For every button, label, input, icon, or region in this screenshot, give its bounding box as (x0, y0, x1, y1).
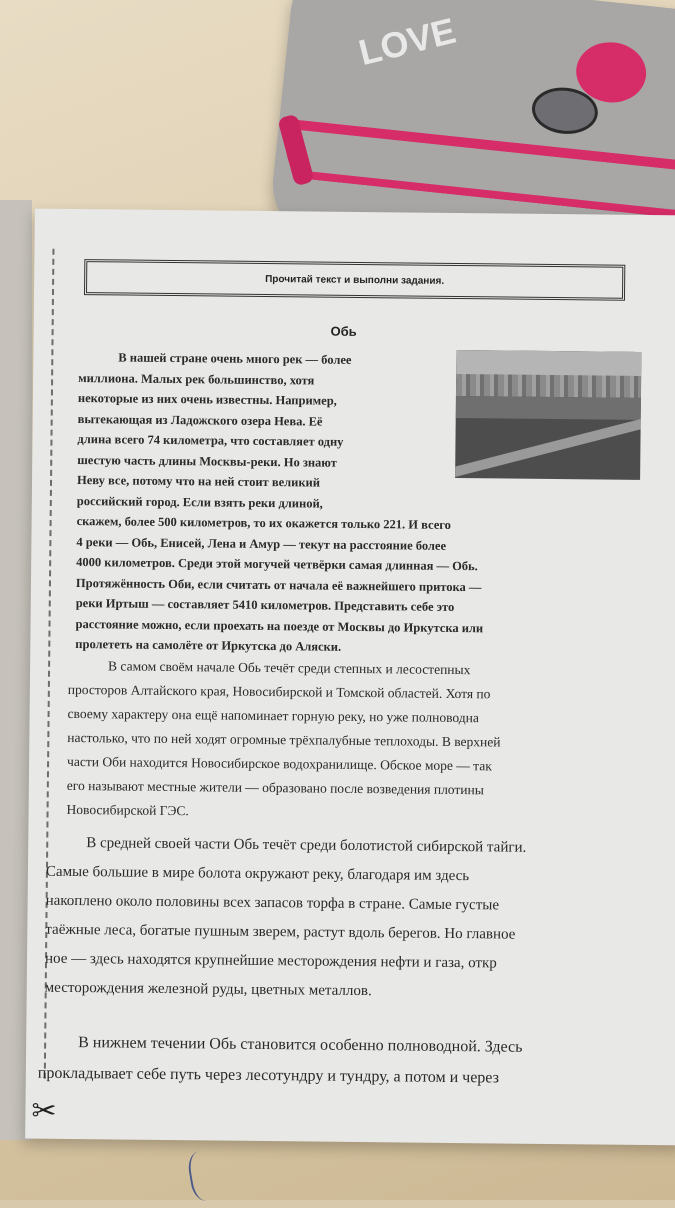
text-line: Протяжённость Оби, если считать от начала её важнейшего притока — (75, 575, 482, 594)
text-line: части Оби находится Новосибирское водохранилище. Обское море — так (67, 753, 492, 774)
text-line: В самом своём начале Обь течёт среди степных и лесостепных (108, 658, 471, 678)
text-line: миллиона. Малых рек большинство, хотя (78, 370, 315, 388)
text-line: его называют местные жители — образовано после возведения плотины (66, 777, 484, 798)
text-line: настолько, что по ней ходят огромные трёхпалубные теплоходы. В верхней (67, 729, 501, 750)
text-line: Новосибирской ГЭС. (66, 801, 189, 819)
text-line: месторождения железной руды, цветных металлов. (44, 979, 372, 1000)
text-line: В средней своей части Обь течёт среди болотистой сибирской тайги. (86, 835, 527, 856)
text-line: просторов Алтайского края, Новосибирской и Томской областей. Хотя по (67, 681, 491, 702)
paragraph-2 (66, 654, 675, 828)
text-line: Самые большие в мире болота окружают реку, благодаря им здесь (45, 863, 470, 885)
text-line: прокладывает себе путь через лесотундру и тундру, а потом и через (37, 1064, 500, 1087)
text-line: расстояние можно, если проехать на поезде от Москвы до Иркутска или (75, 616, 484, 635)
page-title: Обь (330, 323, 357, 339)
text-line: 4000 километров. Среди этой могучей четвёрки самая длинная — Обь. (76, 555, 478, 574)
text-line: длина всего 74 километра, что составляет одну (77, 432, 344, 449)
text-line: ное — здесь находятся крупнейшие месторождения нефти и газа, откр (44, 950, 497, 972)
text-line: своему характеру она ещё напоминает горную реку, но уже полноводна (67, 705, 479, 726)
paragraph-3 (45, 829, 675, 1010)
instruction-box: Прочитай текст и выполни задания. (84, 259, 625, 301)
text-line: скажем, более 500 километров, то их окажется только 221. И всего (76, 514, 451, 532)
pencil-case-logo: LOVE (354, 9, 460, 74)
paragraph-1 (75, 347, 648, 660)
text-line: реки Иртыш — составляет 5410 километров. Представить себе это (75, 596, 455, 614)
text-line: 4 реки — Обь, Енисей, Лена и Амур — текут на расстояние более (76, 534, 447, 553)
text-line: вытекающая из Ладожского озера Нева. Её (77, 411, 323, 429)
text-line: пролететь на самолёте от Иркутска до Аляски. (75, 637, 342, 654)
text-line: Неву все, потому что на ней стоит великий (76, 473, 321, 490)
worksheet-page (25, 209, 675, 1146)
text-line: В нашей стране очень много рек — более (118, 350, 352, 367)
pencil-case-trim (283, 119, 675, 221)
text-line: шестую часть длины Москвы-реки. Но знают (77, 452, 337, 470)
text-line: В нижнем течении Обь становится особенно полноводной. Здесь (78, 1034, 523, 1056)
paragraph-4 (38, 1027, 675, 1096)
scissors-icon: ✂ (31, 1093, 57, 1129)
text-line: таёжные леса, богатые пушным зверем, растут вдоль берегов. Но главное (45, 921, 516, 943)
text-line: некоторые из них очень известны. Например, (77, 391, 337, 408)
text-line: российский город. Если взять реки длиной, (76, 493, 323, 511)
text-line: накоплено около половины всех запасов торфа в стране. Самые густые (45, 892, 500, 914)
